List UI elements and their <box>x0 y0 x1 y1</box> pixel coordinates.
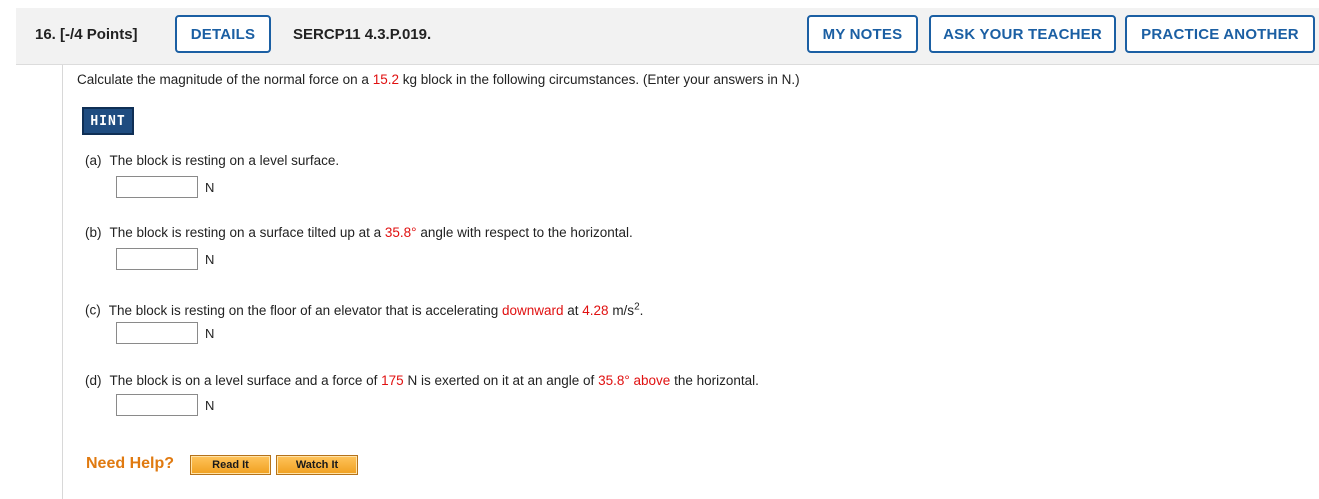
ask-teacher-button[interactable]: ASK YOUR TEACHER <box>929 15 1116 53</box>
part-d-statement <box>85 373 759 388</box>
part-d-text-1: The block is on a level surface and a force of <box>109 373 382 388</box>
practice-another-button[interactable]: PRACTICE ANOTHER <box>1125 15 1315 53</box>
part-c-exponent: 2 <box>634 301 640 312</box>
part-d-angle: 35.8° <box>598 373 630 388</box>
part-c-statement <box>85 301 643 318</box>
part-b-answer-input[interactable] <box>116 248 198 270</box>
part-d-direction: above <box>633 373 671 388</box>
part-d-label: (d) <box>85 373 102 388</box>
details-button[interactable]: DETAILS <box>175 15 271 53</box>
prompt-text-1: Calculate the magnitude of the normal force on a <box>77 72 373 87</box>
part-b-statement <box>85 225 633 240</box>
question-number-text: 16. <box>35 26 56 43</box>
part-c-accel-unit: m/s <box>608 302 635 318</box>
part-b-unit: N <box>205 252 215 267</box>
part-c-acceleration: 4.28 <box>582 302 609 318</box>
question-number <box>35 26 138 43</box>
hint-button[interactable]: HINT <box>82 107 134 135</box>
part-b-text-1: The block is resting on a surface tilted up at a <box>109 225 385 240</box>
part-a-unit: N <box>205 180 215 195</box>
part-a-text: The block is resting on a level surface. <box>109 153 340 168</box>
part-a-statement <box>85 153 339 168</box>
part-b-text-2: angle with respect to the horizontal. <box>416 225 633 240</box>
part-d-force: 175 <box>381 373 404 388</box>
mass-value: 15.2 <box>372 72 399 87</box>
question-prompt <box>77 72 800 87</box>
part-c-answer-input[interactable] <box>116 322 198 344</box>
part-b-angle: 35.8° <box>384 225 417 240</box>
part-d-text-2: N is exerted on it at an angle of <box>403 373 599 388</box>
part-c-unit: N <box>205 326 215 341</box>
question-code: SERCP11 4.3.P.019. <box>293 26 432 43</box>
need-help-label: Need Help? <box>86 455 175 472</box>
read-it-button[interactable]: Read It <box>190 455 271 475</box>
prompt-text-2: kg block in the following circumstances. (Enter your answers in N.) <box>398 72 800 87</box>
left-divider <box>62 65 63 499</box>
question-header <box>16 8 1319 65</box>
part-c-text-1: The block is resting on the floor of an elevator that is accelerating <box>108 302 502 318</box>
points-label: [-/4 Points] <box>60 26 138 43</box>
part-c-text-end: . <box>639 302 644 318</box>
my-notes-button[interactable]: MY NOTES <box>807 15 918 53</box>
watch-it-button[interactable]: Watch It <box>276 455 358 475</box>
part-a-label: (a) <box>85 153 102 168</box>
part-b-label: (b) <box>85 225 102 240</box>
part-d-text-end: the horizontal. <box>670 373 759 388</box>
part-d-unit: N <box>205 398 215 413</box>
part-c-label: (c) <box>85 302 101 318</box>
part-c-direction: downward <box>501 302 564 318</box>
part-c-text-2: at <box>563 302 583 318</box>
part-d-answer-input[interactable] <box>116 394 198 416</box>
part-a-answer-input[interactable] <box>116 176 198 198</box>
